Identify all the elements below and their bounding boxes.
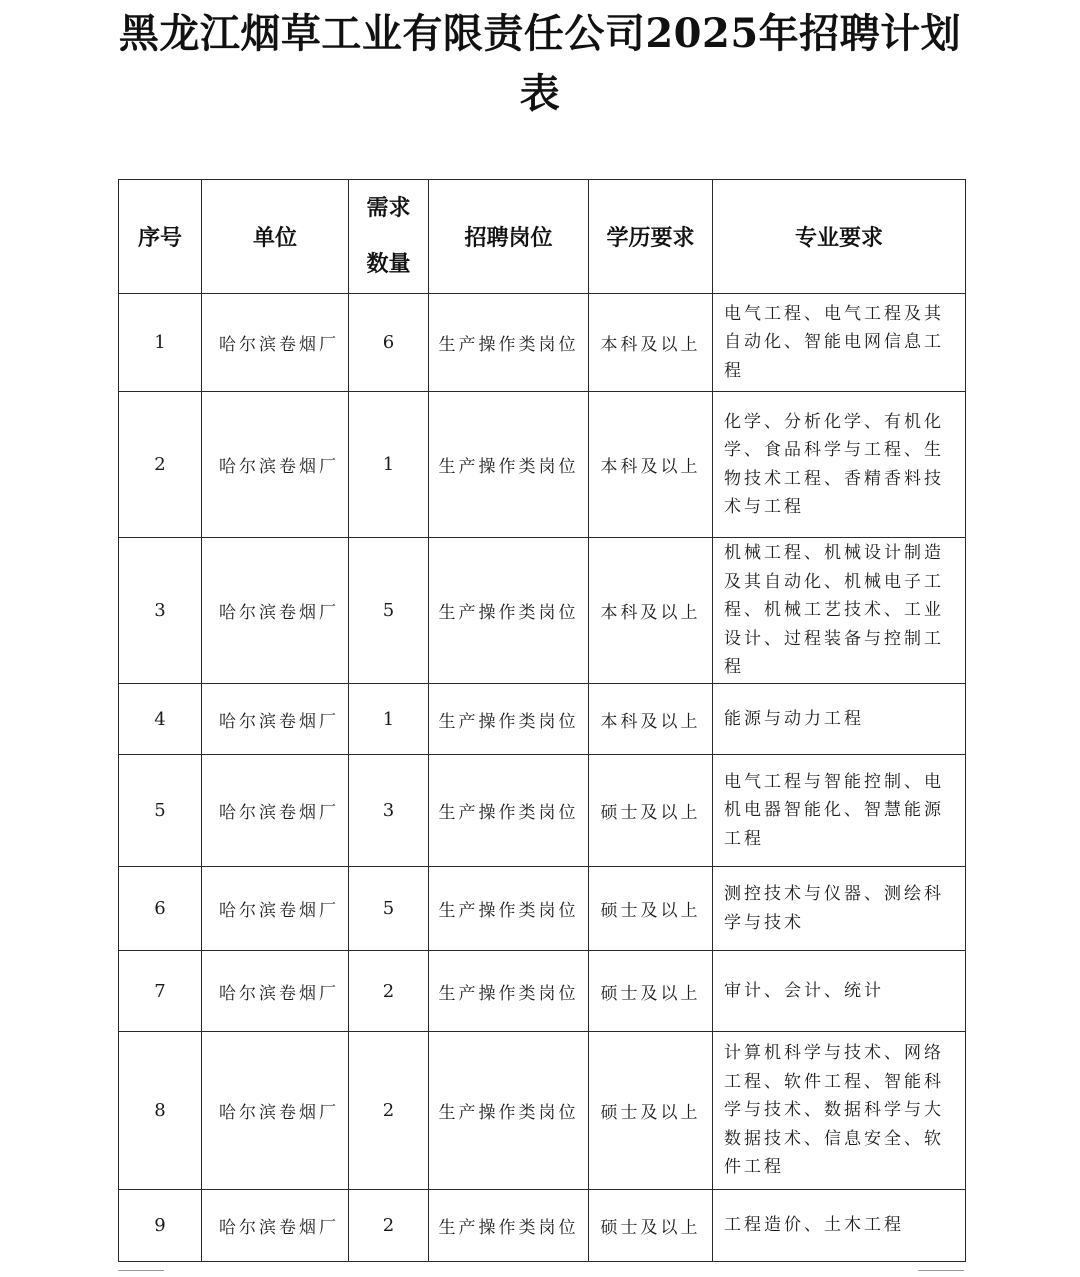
row-position: 生产操作类岗位: [429, 755, 589, 867]
table-row: [119, 684, 966, 755]
row-education: 硕士及以上: [589, 1032, 713, 1190]
row-quantity: 3: [349, 755, 429, 867]
row-position: 生产操作类岗位: [429, 684, 589, 755]
table-header-row: [119, 180, 966, 294]
row-index: 9: [119, 1190, 202, 1262]
header-education: 学历要求: [589, 180, 713, 294]
row-index: 4: [119, 684, 202, 755]
row-education: 本科及以上: [589, 538, 713, 684]
row-position: 生产操作类岗位: [429, 1032, 589, 1190]
row-index: 6: [119, 867, 202, 951]
row-quantity: 5: [349, 538, 429, 684]
row-major: 电气工程、电气工程及其自动化、智能电网信息工程: [713, 294, 966, 392]
row-education: 本科及以上: [589, 294, 713, 392]
row-position: 生产操作类岗位: [429, 867, 589, 951]
row-position: 生产操作类岗位: [429, 392, 589, 538]
header-unit: 单位: [202, 180, 349, 294]
row-index: 2: [119, 392, 202, 538]
header-position: 招聘岗位: [429, 180, 589, 294]
row-education: 本科及以上: [589, 392, 713, 538]
row-quantity: 1: [349, 684, 429, 755]
row-quantity: 2: [349, 1032, 429, 1190]
row-unit: 哈尔滨卷烟厂: [202, 684, 349, 755]
row-major: 化学、分析化学、有机化学、食品科学与工程、生物技术工程、香精香料技术与工程: [713, 392, 966, 538]
table-row: [119, 867, 966, 951]
row-quantity: 2: [349, 951, 429, 1032]
header-quantity-line1: 需求: [366, 195, 411, 221]
row-position: 生产操作类岗位: [429, 951, 589, 1032]
row-unit: 哈尔滨卷烟厂: [202, 392, 349, 538]
table-row: [119, 1190, 966, 1262]
header-quantity-line2: 数量: [366, 251, 411, 277]
header-major: 专业要求: [713, 180, 966, 294]
row-quantity: 1: [349, 392, 429, 538]
row-education: 硕士及以上: [589, 1190, 713, 1262]
row-index: 3: [119, 538, 202, 684]
row-quantity: 2: [349, 1190, 429, 1262]
table-row: [119, 755, 966, 867]
row-unit: 哈尔滨卷烟厂: [202, 867, 349, 951]
row-position: 生产操作类岗位: [429, 294, 589, 392]
row-index: 7: [119, 951, 202, 1032]
header-quantity: [349, 180, 429, 294]
table-row: [119, 538, 966, 684]
row-quantity: 6: [349, 294, 429, 392]
row-major: 计算机科学与技术、网络工程、软件工程、智能科学与技术、数据科学与大数据技术、信息安全、软件工程: [713, 1032, 966, 1190]
row-index: 5: [119, 755, 202, 867]
table-row: [119, 1032, 966, 1190]
table-row: [119, 294, 966, 392]
page-title: 黑龙江烟草工业有限责任公司2025年招聘计划表: [118, 10, 962, 117]
row-quantity: 5: [349, 867, 429, 951]
row-major: 电气工程与智能控制、电机电器智能化、智慧能源工程: [713, 755, 966, 867]
row-education: 硕士及以上: [589, 755, 713, 867]
row-major: 能源与动力工程: [713, 684, 966, 755]
row-unit: 哈尔滨卷烟厂: [202, 538, 349, 684]
row-position: 生产操作类岗位: [429, 538, 589, 684]
row-major: 测控技术与仪器、测绘科学与技术: [713, 867, 966, 951]
row-major: 审计、会计、统计: [713, 951, 966, 1032]
row-major: 机械工程、机械设计制造及其自动化、机械电子工程、机械工艺技术、工业设计、过程装备与控制工程: [713, 538, 966, 684]
page-corner-mark-right: [918, 1270, 964, 1271]
row-unit: 哈尔滨卷烟厂: [202, 755, 349, 867]
page-corner-mark-left: [118, 1270, 164, 1271]
row-unit: 哈尔滨卷烟厂: [202, 1190, 349, 1262]
row-education: 硕士及以上: [589, 867, 713, 951]
table-row: [119, 951, 966, 1032]
row-position: 生产操作类岗位: [429, 1190, 589, 1262]
row-index: 1: [119, 294, 202, 392]
row-unit: 哈尔滨卷烟厂: [202, 294, 349, 392]
row-education: 本科及以上: [589, 684, 713, 755]
recruitment-plan-table: [118, 179, 966, 1262]
row-unit: 哈尔滨卷烟厂: [202, 1032, 349, 1190]
header-index: 序号: [119, 180, 202, 294]
row-education: 硕士及以上: [589, 951, 713, 1032]
row-major: 工程造价、土木工程: [713, 1190, 966, 1262]
row-unit: 哈尔滨卷烟厂: [202, 951, 349, 1032]
row-index: 8: [119, 1032, 202, 1190]
table-row: [119, 392, 966, 538]
